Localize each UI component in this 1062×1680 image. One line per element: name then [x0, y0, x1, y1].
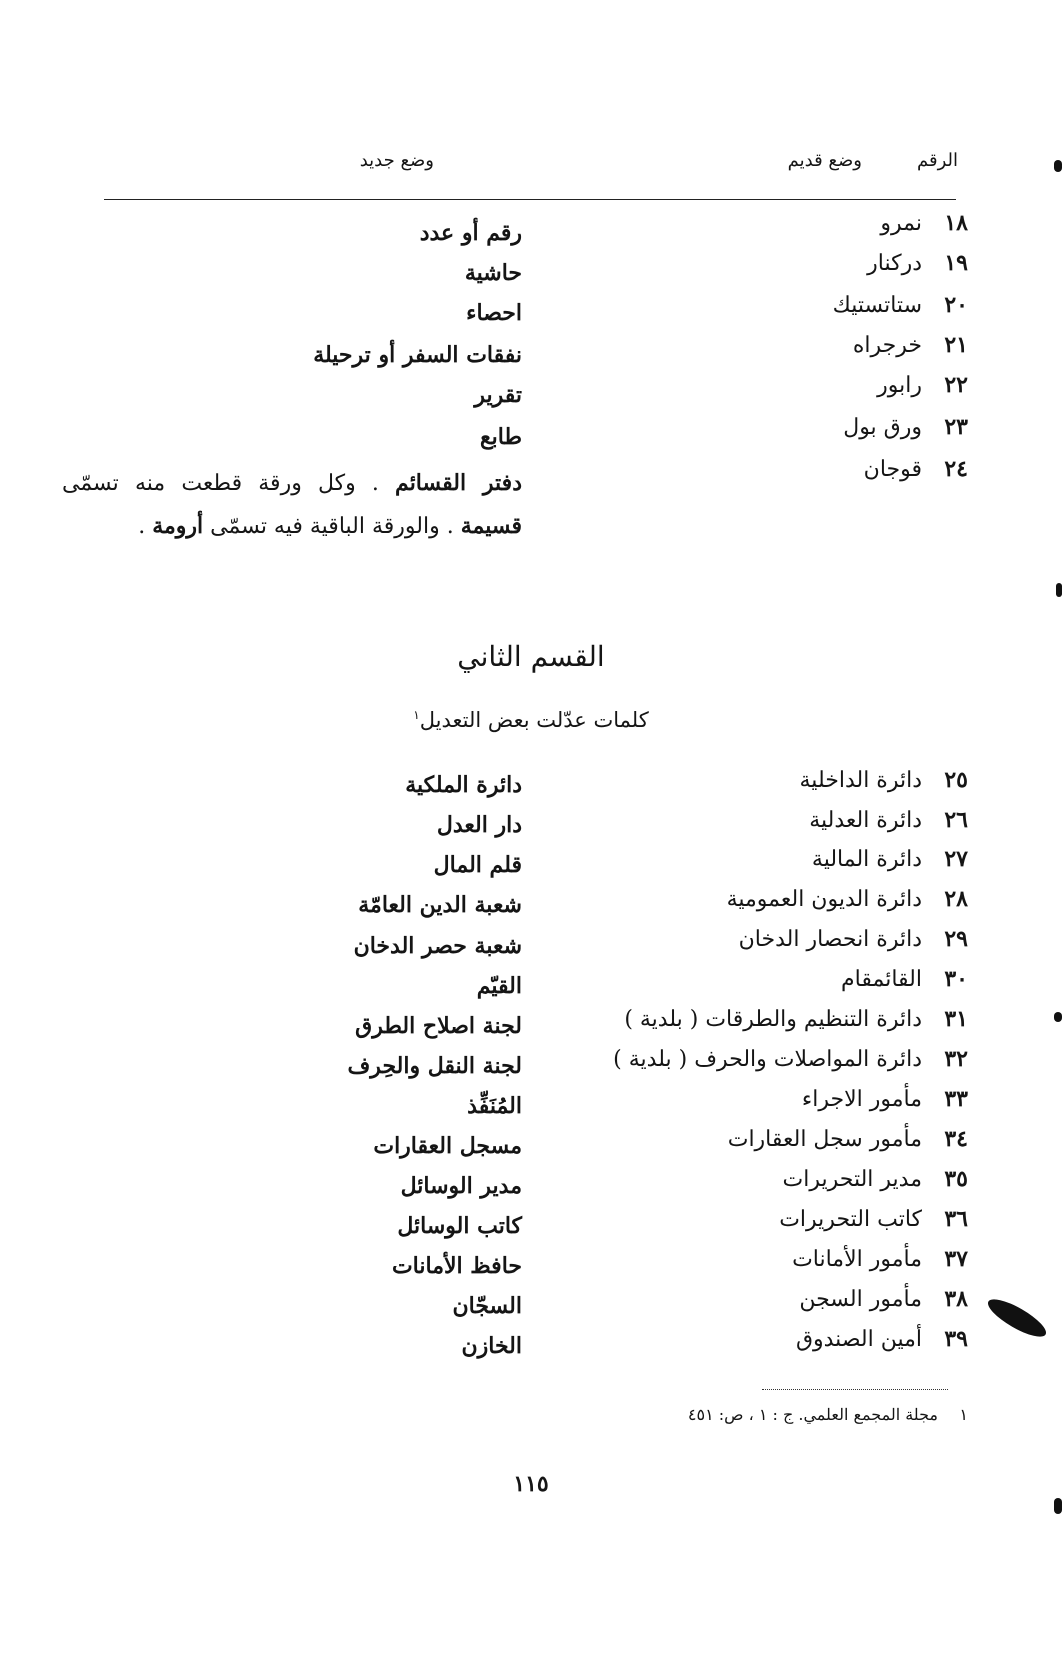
note-text: . والورقة الباقية فيه تسمّى: [203, 514, 461, 539]
old-term: ستاتستيك: [832, 293, 922, 318]
new-term: لجنة اصلاح الطرق: [355, 1013, 522, 1039]
new-term: مدير الوسائل: [400, 1173, 522, 1199]
new-term: مسجل العقارات: [373, 1133, 522, 1159]
old-term: دركنار: [867, 251, 922, 276]
entry-number: ٢٧: [944, 846, 968, 872]
old-term-entry: [548, 210, 968, 236]
entry-number: ١٨: [944, 210, 968, 236]
old-term-entry: [548, 456, 968, 482]
section-title: القسم الثاني: [457, 640, 605, 673]
edge-mark: [1054, 1012, 1062, 1022]
old-term-entry: [548, 414, 968, 440]
new-term: شعبة الدين العامّة: [358, 892, 522, 918]
entry-number: ٣٩: [944, 1326, 968, 1352]
note-text: . وكل ورقة قطعت منه تسمّى: [62, 471, 396, 496]
new-term: الخازن: [461, 1333, 522, 1359]
old-term: ورق بول: [843, 415, 922, 440]
new-term: قلم المال: [433, 852, 522, 878]
new-term: دائرة الملكية: [405, 772, 522, 798]
old-term: مأمور السجن: [799, 1287, 922, 1312]
new-term: احصاء: [466, 300, 522, 326]
ink-blot: [983, 1293, 1050, 1343]
entry-number: ٢٢: [944, 372, 968, 398]
new-term: حاشية: [464, 260, 522, 286]
new-term: كاتب الوسائل: [397, 1213, 522, 1239]
entry-number: ٣٦: [944, 1206, 968, 1232]
old-term: دائرة المالية: [811, 847, 922, 872]
footnote: [688, 1405, 968, 1424]
old-term-entry: [548, 926, 968, 952]
new-term: المُنَفِّذ: [467, 1093, 522, 1119]
old-term-entry: [548, 767, 968, 793]
bold-term: قسيمة: [460, 513, 522, 539]
entry-number: ٣٨: [944, 1286, 968, 1312]
footnote-text: مجلة المجمع العلمي. ج : ١ ، ص: ٤٥١: [687, 1405, 938, 1424]
footnote-number: ١: [959, 1405, 968, 1424]
note-text: .: [138, 514, 153, 539]
old-term: قوجان: [863, 457, 922, 482]
old-term-entry: [548, 1166, 968, 1192]
entry-number: ٣٤: [944, 1126, 968, 1152]
new-term: السجّان: [452, 1293, 522, 1319]
old-term-entry: [548, 966, 968, 992]
entry-number: ٣٥: [944, 1166, 968, 1192]
old-term: دائرة الداخلية: [799, 768, 922, 793]
old-term-entry: [548, 1286, 968, 1312]
entry-number: ٣١: [944, 1006, 968, 1032]
old-term: القائمقام: [841, 967, 922, 992]
footnote-separator: [762, 1389, 948, 1390]
header-rule: [104, 199, 956, 200]
old-term: كاتب التحريرات: [779, 1207, 922, 1232]
old-term-entry: [548, 1126, 968, 1152]
old-term-entry: [548, 1206, 968, 1232]
old-term: مأمور الأمانات: [792, 1247, 922, 1272]
new-term: دار العدل: [436, 812, 522, 838]
old-term-entry: [548, 846, 968, 872]
old-term-entry: [548, 1326, 968, 1352]
old-term-entry: [548, 372, 968, 398]
new-term: لجنة النقل والحِرف: [347, 1053, 522, 1079]
old-term: دائرة الديون العمومية: [726, 887, 922, 912]
old-term-entry: [548, 886, 968, 912]
bold-term: دفتر القسائم: [395, 470, 522, 496]
edge-mark: [1054, 1498, 1062, 1514]
section-subtitle: [0, 708, 1062, 732]
entry-number: ٣٧: [944, 1246, 968, 1272]
page-number: ١١٥: [513, 1471, 549, 1497]
old-term: مدير التحريرات: [782, 1167, 922, 1192]
old-term: مأمور الاجراء: [801, 1087, 922, 1112]
old-term: مأمور سجل العقارات: [727, 1127, 922, 1152]
new-term-description: [62, 462, 522, 548]
old-term-entry: [548, 1046, 968, 1072]
old-term-entry: [548, 292, 968, 318]
new-term: حافظ الأمانات: [391, 1253, 522, 1279]
old-term: دائرة المواصلات والحرف ( بلدية ): [613, 1047, 922, 1072]
old-term: خرجراه: [852, 333, 922, 358]
entry-number: ٣٢: [944, 1046, 968, 1072]
entry-number: ٢٨: [944, 886, 968, 912]
new-term: القيّم: [476, 973, 522, 999]
new-term: رقم أو عدد: [419, 220, 522, 246]
edge-mark: [1054, 160, 1062, 172]
new-term: طابع: [479, 424, 522, 450]
old-term: أمين الصندوق: [795, 1327, 922, 1352]
entry-number: ٣٠: [944, 966, 968, 992]
entry-number: ٢٥: [944, 767, 968, 793]
old-term-entry: [548, 332, 968, 358]
old-term: دائرة التنظيم والطرقات ( بلدية ): [624, 1007, 922, 1032]
entry-number: ٢٤: [944, 456, 968, 482]
old-term: نمرو: [880, 211, 922, 236]
entry-number: ٢٣: [944, 414, 968, 440]
old-term-entry: [548, 807, 968, 833]
new-term: تقرير: [474, 382, 522, 408]
old-term-entry: [548, 1006, 968, 1032]
column-header-new-term: وضع جديد: [359, 150, 434, 171]
old-term-entry: [548, 1246, 968, 1272]
edge-mark: [1056, 583, 1062, 597]
bold-term: أرومة: [152, 513, 204, 539]
old-term-entry: [548, 250, 968, 276]
subtitle-text: كلمات عدّلت بعض التعديل: [419, 708, 649, 732]
entry-number: ٢٦: [944, 807, 968, 833]
column-header-number: الرقم: [916, 150, 958, 171]
old-term-entry: [548, 1086, 968, 1112]
column-header-old-term: وضع قديم: [787, 150, 862, 171]
footnote-marker: ١: [413, 708, 420, 722]
entry-number: ٢٩: [944, 926, 968, 952]
entry-number: ٢٠: [944, 292, 968, 318]
new-term: شعبة حصر الدخان: [353, 933, 522, 959]
new-term: نفقات السفر أو ترحيلة: [313, 342, 522, 368]
entry-number: ١٩: [944, 250, 968, 276]
entry-number: ٣٣: [944, 1086, 968, 1112]
old-term: دائرة العدلية: [809, 808, 922, 833]
old-term: رابور: [877, 373, 922, 398]
entry-number: ٢١: [944, 332, 968, 358]
old-term: دائرة انحصار الدخان: [738, 927, 922, 952]
